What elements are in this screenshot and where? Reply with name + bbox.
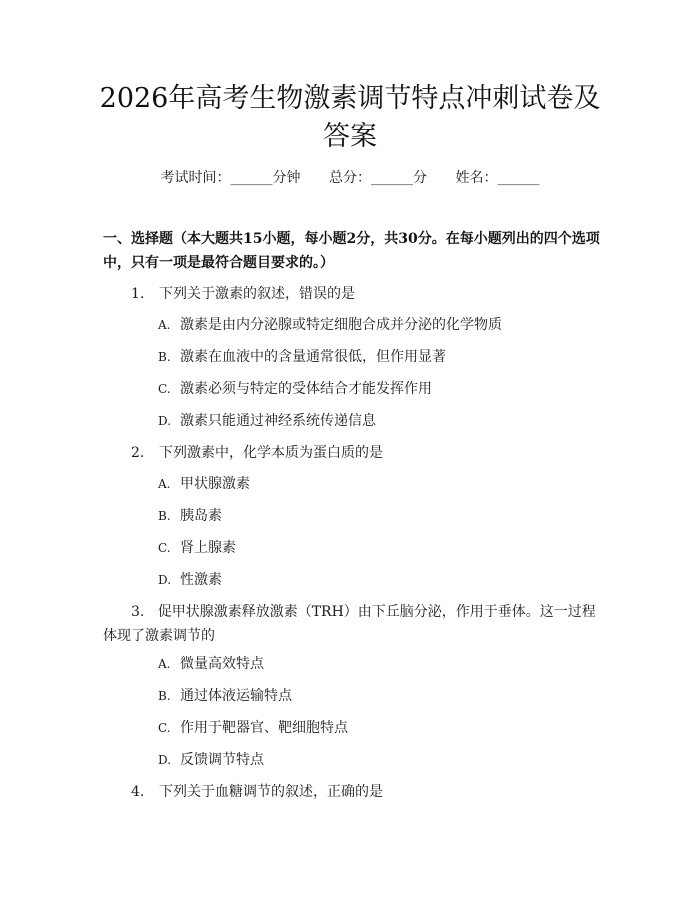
option-text: 反馈调节特点 <box>180 752 264 768</box>
question-1-option-b <box>158 347 446 367</box>
option-text: 激素是由内分泌腺或特定细胞合成并分泌的化学物质 <box>180 317 502 333</box>
question-text: 下列关于血糖调节的叙述，正确的是 <box>159 784 383 800</box>
question-3-option-d <box>158 750 264 770</box>
question-1-stem <box>131 282 355 306</box>
question-number: 1. <box>131 286 145 302</box>
question-text: 下列关于激素的叙述，错误的是 <box>159 286 355 302</box>
option-letter: A. <box>158 318 171 332</box>
question-2-option-d <box>158 570 222 590</box>
question-text: 促甲状腺激素释放激素（TRH）由下丘脑分泌，作用于垂体。这一过程体现了激素调节的 <box>103 604 596 644</box>
option-letter: C. <box>158 541 171 555</box>
question-1-option-a <box>158 315 502 335</box>
option-text: 通过体液运输特点 <box>180 688 292 704</box>
option-letter: D. <box>158 573 172 587</box>
question-2-option-a <box>158 474 250 494</box>
option-letter: A. <box>158 657 171 671</box>
total-score-field: 总分：______分 <box>329 170 427 186</box>
option-text: 激素在血液中的含量通常很低，但作用显著 <box>180 349 446 365</box>
option-text: 微量高效特点 <box>180 656 264 672</box>
question-2-option-b <box>158 506 222 526</box>
option-letter: B. <box>158 350 171 364</box>
option-letter: D. <box>158 753 172 767</box>
question-number: 3. <box>131 604 145 620</box>
exam-info-line <box>0 168 700 188</box>
question-2-option-c <box>158 538 236 558</box>
option-letter: B. <box>158 689 171 703</box>
option-text: 激素必须与特定的受体结合才能发挥作用 <box>180 381 432 397</box>
question-number: 2. <box>131 445 145 461</box>
option-letter: B. <box>158 509 171 523</box>
section-heading: 一、选择题（本大题共15小题，每小题2分，共30分。在每小题列出的四个选项中，只有一项是最符合题目要求的。） <box>103 231 600 271</box>
option-text: 作用于靶器官、靶细胞特点 <box>180 720 348 736</box>
question-3-stem <box>103 600 603 648</box>
option-letter: C. <box>158 721 171 735</box>
option-text: 肾上腺素 <box>180 540 236 556</box>
question-3-option-c <box>158 718 348 738</box>
option-letter: C. <box>158 382 171 396</box>
exam-time-field: 考试时间：______分钟 <box>160 170 301 186</box>
question-2-stem <box>131 441 383 465</box>
question-3-option-a <box>158 654 264 674</box>
option-text: 性激素 <box>180 572 222 588</box>
question-3-option-b <box>158 686 292 706</box>
option-letter: A. <box>158 477 171 491</box>
name-field: 姓名：______ <box>455 170 540 186</box>
option-text: 胰岛素 <box>180 508 222 524</box>
option-text: 甲状腺激素 <box>180 476 250 492</box>
document-title: 2026年高考生物激素调节特点冲刺试卷及答案 <box>99 83 601 152</box>
option-letter: D. <box>158 414 172 428</box>
question-4-stem <box>131 780 383 804</box>
question-text: 下列激素中，化学本质为蛋白质的是 <box>159 445 383 461</box>
question-1-option-d <box>158 411 376 431</box>
question-1-option-c <box>158 379 432 399</box>
option-text: 激素只能通过神经系统传递信息 <box>180 413 376 429</box>
question-number: 4. <box>131 784 145 800</box>
